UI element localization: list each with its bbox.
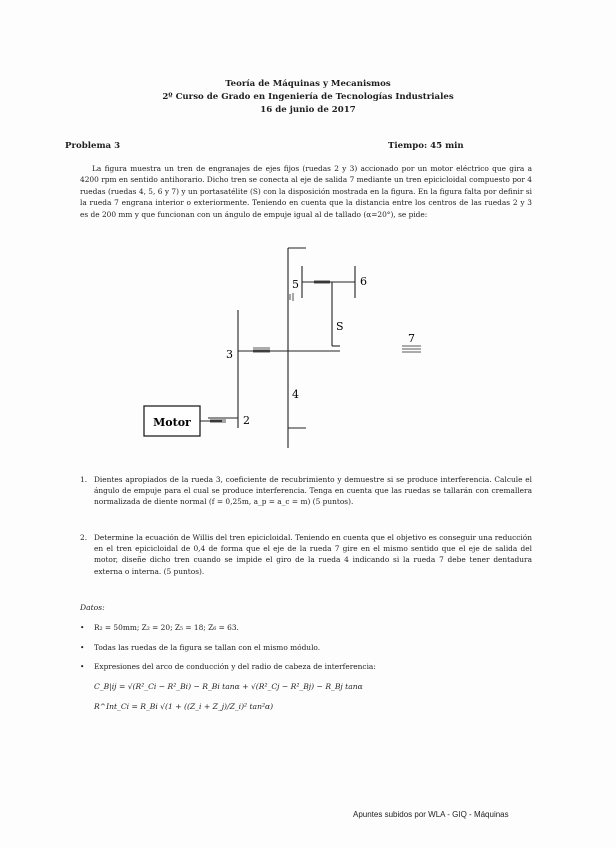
question-1-number: 1. xyxy=(80,475,88,484)
question-2-text: Determine la ecuación de Willis del tren epicicloidal. Teniendo en cuenta que el objetivo es conseguir una reducción en el tren epicicloidal de 0,4 de forma que el eje de la rueda 7 gire en el mismo sentido que el eje de salida del motor, diseñe dicho tren cuando se impide el giro de la rueda 4 indicando si la rueda 7 debe tener dentadura externa o interna. (5 puntos). xyxy=(94,533,532,576)
exam-date: 16 de junio de 2017 xyxy=(260,105,356,115)
label-wheel-7: 7 xyxy=(408,332,415,345)
data-item-3-text: Expresiones del arco de conducción y del radio de cabeza de interferencia: xyxy=(94,662,376,671)
label-wheel-6: 6 xyxy=(360,275,367,288)
question-1-text: Dientes apropiados de la rueda 3, coeficiente de recubrimiento y demuestre si se produce interferencia. Calcule el ángulo de empuje para el cual se produce interferencia. Tenga en cuenta que las ruedas se tallarán con cremallera normalizada de diente normal (f = 0,25m, a_p = a_c = m) (5 puntos). xyxy=(94,475,532,507)
label-wheel-2: 2 xyxy=(243,414,250,427)
formula-conduction-arc: C_B|ij = √(R²_Ci − R²_Bi) − R_Bi tanα + √(R²_Cj − R²_Bj) − R_Bj tanα xyxy=(94,682,363,691)
label-carrier-s: S xyxy=(336,320,344,333)
problem-label: Problema 3 xyxy=(65,141,121,151)
footer-note: Apuntes subidos por WLA - GIQ - Máquinas xyxy=(353,810,509,819)
question-2-number: 2. xyxy=(80,533,88,542)
formula-interference-radius: R^Int_Ci = R_Bi √(1 + ((Z_i + Z_j)/Z_i)² tan²α) xyxy=(94,702,274,711)
label-wheel-3: 3 xyxy=(226,348,233,361)
course-title: Teoría de Máquinas y Mecanismos xyxy=(225,79,391,89)
datos-label: Datos: xyxy=(80,603,105,612)
problem-statement: La figura muestra un tren de engranajes de ejes fijos (ruedas 2 y 3) accionado por un motor eléctrico que gira a 4200 rpm en sentido antihorario. Dicho tren se conecta al eje de salida 7 mediante un tren epicicloidal compuesto por 4 ruedas (ruedas 4, 5, 6 y 7) y un portasatélite (S) con la disposición mostrada en la figura. En la figura falta por definir si la rueda 7 engrana interior o exteriormente. Teniendo en cuenta que la distancia entre los centros de las ruedas 2 y 3 es de 200 mm y que funcionan con un ángulo de empuje igual al de tallado (α=20°), se pide: xyxy=(80,164,532,219)
time-label: Tiempo: 45 min xyxy=(388,141,464,151)
bullet-dot: • xyxy=(80,662,85,671)
label-wheel-4: 4 xyxy=(292,388,299,401)
course-subtitle: 2º Curso de Grado en Ingeniería de Tecnologías Industriales xyxy=(162,92,454,102)
bullet-dot: • xyxy=(80,623,85,632)
bullet-dot: • xyxy=(80,643,85,652)
data-item-2-text: Todas las ruedas de la figura se tallan con el mismo módulo. xyxy=(94,643,321,652)
label-wheel-5: 5 xyxy=(292,278,299,291)
motor-label: Motor xyxy=(153,416,191,429)
gear-train-figure xyxy=(140,238,440,448)
data-item-1-text: R₂ = 50mm; Z₂ = 20; Z₅ = 18; Z₆ = 63. xyxy=(94,623,239,632)
